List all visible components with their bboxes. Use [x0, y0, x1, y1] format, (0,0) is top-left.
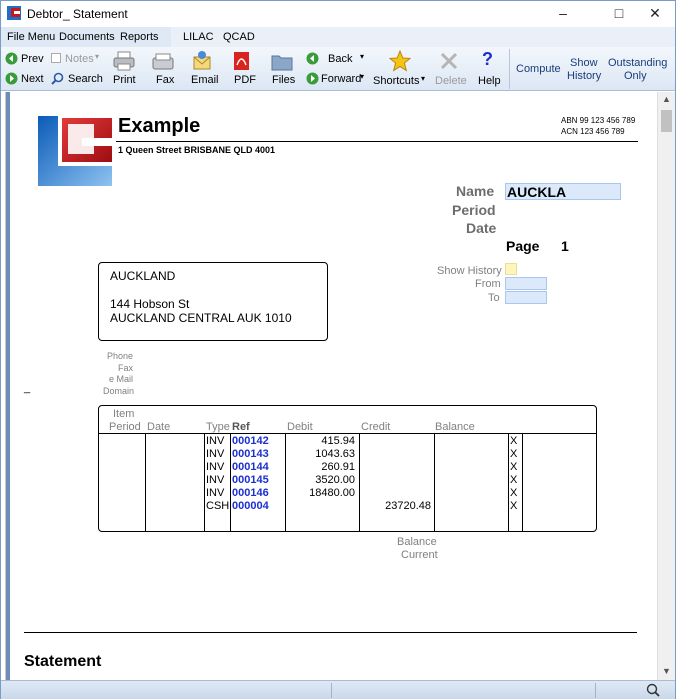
row-type: CSH: [206, 500, 230, 512]
table-row[interactable]: [99, 487, 596, 500]
delete-icon: [439, 51, 459, 71]
address-line-2: 144 Hobson St: [110, 297, 190, 311]
row-debit: 260.91: [321, 461, 355, 473]
row-type: INV: [206, 487, 225, 499]
star-icon: [389, 50, 411, 72]
page-left-border: [6, 92, 10, 680]
scroll-up-icon[interactable]: ▲: [662, 94, 671, 104]
col-item-header: Item: [113, 408, 135, 420]
status-divider: [595, 683, 596, 698]
company-address: 1 Queen Street BRISBANE QLD 4001: [118, 145, 276, 155]
notes-button[interactable]: Notes: [65, 53, 94, 65]
back-icon: [306, 52, 319, 65]
row-ref-link[interactable]: 000142: [232, 435, 269, 447]
table-row[interactable]: [99, 448, 596, 461]
table-row[interactable]: [99, 461, 596, 474]
email-icon: [192, 50, 212, 71]
current-label: Current: [401, 549, 438, 561]
outstanding-only-button-line2[interactable]: Only: [624, 70, 647, 82]
address-line-1: AUCKLAND: [110, 269, 176, 283]
col-type-header: Type: [206, 421, 230, 433]
to-label: To: [488, 292, 500, 304]
col-date-header: Date: [147, 421, 171, 433]
row-debit: 3520.00: [315, 474, 355, 486]
from-date-field[interactable]: [505, 277, 547, 290]
tab-lilac[interactable]: LILAC: [183, 31, 214, 43]
phone-label: Phone: [107, 351, 134, 361]
period-label: Period: [452, 202, 496, 218]
help-icon: ?: [482, 49, 493, 69]
row-type: INV: [206, 474, 225, 486]
document-page: [5, 92, 657, 680]
row-flag: X: [510, 487, 518, 499]
row-type: INV: [206, 461, 225, 473]
col-period-header: Period: [109, 421, 141, 433]
page-number: 1: [561, 238, 569, 254]
shortcuts-dropdown-icon[interactable]: ▾: [421, 74, 426, 83]
date-label: Date: [466, 220, 497, 236]
show-history-button-line1[interactable]: Show: [570, 57, 598, 69]
row-ref-link[interactable]: 000146: [232, 487, 269, 499]
prev-button[interactable]: Prev: [21, 53, 44, 65]
name-field[interactable]: [505, 183, 621, 200]
back-button[interactable]: Back: [328, 53, 353, 65]
company-logo: [38, 116, 112, 186]
email-label: e Mail: [109, 374, 134, 384]
print-button[interactable]: Print: [113, 74, 136, 86]
minimize-button[interactable]: –: [559, 5, 567, 21]
zoom-icon[interactable]: [646, 683, 660, 697]
table-row[interactable]: [99, 474, 596, 487]
back-dropdown-icon[interactable]: ▾: [360, 52, 365, 61]
search-button[interactable]: Search: [68, 73, 103, 85]
status-bar: [1, 680, 675, 699]
printer-icon: [113, 51, 135, 71]
show-history-label: Show History: [437, 265, 502, 277]
balance-label: Balance: [397, 536, 437, 548]
compute-button[interactable]: Compute: [516, 63, 561, 75]
pdf-button[interactable]: PDF: [234, 74, 256, 86]
row-type: INV: [206, 435, 225, 447]
window-title: Debtor_ Statement: [27, 7, 128, 21]
row-debit: 415.94: [321, 435, 355, 447]
table-row[interactable]: [99, 435, 596, 448]
prev-arrow-icon: [5, 52, 18, 65]
row-debit: 1043.63: [315, 448, 355, 460]
row-ref-link[interactable]: 000004: [232, 500, 269, 512]
tab-qcad[interactable]: QCAD: [223, 31, 255, 43]
footer-rule: [24, 632, 637, 633]
menu-documents[interactable]: Documents: [59, 31, 115, 43]
forward-icon: [306, 72, 319, 85]
table-row[interactable]: [99, 500, 596, 513]
row-flag: X: [510, 474, 518, 486]
search-icon: [51, 72, 64, 85]
to-date-field[interactable]: [505, 291, 547, 304]
row-type: INV: [206, 448, 225, 460]
col-debit-header: Debit: [287, 421, 313, 433]
pdf-icon: [233, 51, 250, 71]
shortcuts-button[interactable]: Shortcuts: [373, 75, 420, 87]
notes-checkbox-icon: [51, 53, 61, 63]
col-credit-header: Credit: [361, 421, 391, 433]
row-ref-link[interactable]: 000144: [232, 461, 269, 473]
col-ref-header: Ref: [232, 421, 250, 433]
files-button[interactable]: Files: [272, 74, 296, 86]
close-button[interactable]: ✕: [649, 5, 661, 21]
header-rule: [116, 141, 638, 142]
show-history-checkbox[interactable]: [505, 263, 517, 275]
folder-icon: [271, 52, 293, 71]
next-arrow-icon: [5, 72, 18, 85]
email-button[interactable]: Email: [191, 74, 219, 86]
dash-mark: _: [24, 382, 31, 394]
statement-heading: Statement: [24, 653, 102, 670]
page-label: Page: [506, 238, 540, 254]
title-bar: [1, 1, 675, 27]
app-icon: [7, 6, 21, 20]
row-debit: 18480.00: [309, 487, 355, 499]
vertical-scrollbar[interactable]: [657, 92, 675, 680]
menu-bar: [1, 27, 675, 47]
company-name: Example: [118, 115, 201, 137]
help-button[interactable]: Help: [478, 75, 501, 87]
name-label: Name: [456, 183, 495, 199]
row-flag: X: [510, 448, 518, 460]
notes-dropdown-icon[interactable]: ▾: [95, 52, 100, 61]
fax-button[interactable]: Fax: [156, 74, 175, 86]
toolbar-separator: [509, 49, 510, 89]
transactions-table: [98, 405, 597, 532]
row-credit: 23720.48: [385, 500, 431, 512]
scroll-thumb[interactable]: [661, 110, 672, 132]
scroll-down-icon[interactable]: ▼: [662, 666, 671, 676]
toolbar: [1, 47, 675, 91]
address-line-3: AUCKLAND CENTRAL AUK 1010: [110, 311, 292, 325]
delete-button[interactable]: Delete: [435, 75, 467, 87]
from-label: From: [475, 278, 501, 290]
company-acn: ACN 123 456 789: [561, 127, 625, 136]
address-box: [98, 262, 328, 341]
forward-button[interactable]: Forward: [321, 73, 362, 85]
show-history-button-line2[interactable]: History: [567, 70, 602, 82]
menu-file[interactable]: File Menu: [7, 31, 56, 43]
fax-label: Fax: [118, 363, 134, 373]
fax-icon: [152, 52, 174, 71]
menu-reports[interactable]: Reports: [120, 31, 159, 43]
outstanding-only-button-line1[interactable]: Outstanding: [608, 57, 668, 69]
row-flag: X: [510, 435, 518, 447]
company-abn: ABN 99 123 456 789: [561, 116, 636, 125]
domain-label: Domain: [103, 386, 135, 396]
name-value: AUCKLA: [507, 184, 567, 200]
row-ref-link[interactable]: 000145: [232, 474, 269, 486]
row-flag: X: [510, 461, 518, 473]
row-ref-link[interactable]: 000143: [232, 448, 269, 460]
col-balance-header: Balance: [435, 421, 475, 433]
next-button[interactable]: Next: [21, 73, 44, 85]
status-divider: [331, 683, 332, 698]
forward-dropdown-icon[interactable]: ▾: [360, 72, 365, 81]
maximize-button[interactable]: □: [614, 5, 624, 21]
row-flag: X: [510, 500, 518, 512]
